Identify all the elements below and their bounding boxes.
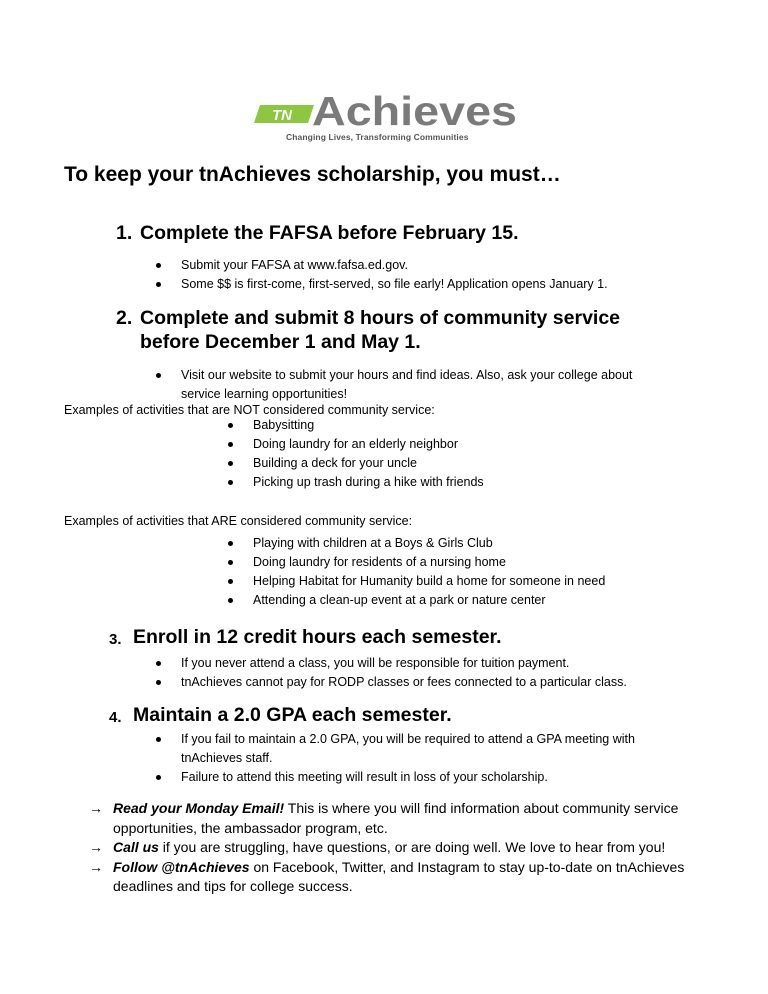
requirement-number: 3.	[109, 631, 122, 648]
logo-word: Achieves	[312, 88, 517, 133]
arrow-right-icon: →	[89, 839, 103, 855]
requirement-text: Complete the FAFSA before February 15.	[140, 222, 519, 244]
tip-text: This is where you will find information about community service opportunities, the ambassador program, etc.	[113, 800, 679, 836]
arrow-right-icon: →	[89, 858, 103, 875]
requirement-2-heading	[116, 306, 676, 354]
tip-emphasis: Call us	[113, 839, 159, 855]
list-item: Babysitting	[226, 416, 646, 435]
requirement-2-bullets	[154, 366, 654, 404]
requirement-number: 2.	[116, 307, 133, 329]
list-item: If you never attend a class, you will be responsible for tuition payment.	[154, 654, 714, 673]
not-service-intro: Examples of activities that are NOT considered community service:	[64, 403, 435, 417]
page-title: To keep your tnAchieves scholarship, you must…	[64, 163, 561, 186]
requirement-1-bullets	[154, 256, 714, 294]
is-service-list	[226, 534, 666, 610]
requirement-4-bullets	[154, 730, 654, 787]
tip-text: on Facebook, Twitter, and Instagram to stay up-to-date on tnAchieves deadlines and tips for college success.	[113, 858, 685, 894]
tip-item	[89, 799, 709, 838]
tips-list	[89, 799, 709, 897]
list-item: Failure to attend this meeting will result in loss of your scholarship.	[154, 768, 654, 787]
requirement-number: 4.	[109, 709, 122, 726]
list-item: Doing laundry for residents of a nursing home	[226, 553, 666, 572]
list-item: Building a deck for your uncle	[226, 454, 646, 473]
list-item: tnAchieves cannot pay for RODP classes or fees connected to a particular class.	[154, 673, 714, 692]
list-item: Some $$ is first-come, first-served, so file early! Application opens January 1.	[154, 275, 714, 294]
list-item: Playing with children at a Boys & Girls Club	[226, 534, 666, 553]
list-item: Picking up trash during a hike with friends	[226, 473, 646, 492]
requirement-text: Maintain a 2.0 GPA each semester.	[133, 704, 452, 726]
list-item: If you fail to maintain a 2.0 GPA, you will be required to attend a GPA meeting with tnAchieves staff.	[154, 730, 654, 768]
requirement-text: Enroll in 12 credit hours each semester.	[133, 626, 502, 648]
tip-emphasis: Read your Monday Email!	[113, 800, 285, 816]
requirement-1-heading	[116, 221, 716, 245]
logo-tn-text: TN	[272, 107, 292, 124]
tip-item	[89, 858, 709, 897]
requirement-text: Complete and submit 8 hours of community service before December 1 and May 1.	[140, 307, 621, 353]
list-item: Attending a clean-up event at a park or nature center	[226, 591, 666, 610]
logo-tagline: Changing Lives, Transforming Communities	[286, 132, 469, 142]
list-item: Helping Habitat for Humanity build a home for someone in need	[226, 572, 666, 591]
requirement-3-bullets	[154, 654, 714, 692]
list-item: Visit our website to submit your hours and find ideas. Also, ask your college about service learning opportunities!	[154, 366, 654, 404]
requirement-4-heading	[109, 703, 709, 727]
tip-text: if you are struggling, have questions, or are doing well. We love to hear from you!	[158, 839, 666, 855]
list-item: Submit your FAFSA at www.fafsa.ed.gov.	[154, 256, 714, 275]
arrow-right-icon: →	[89, 800, 103, 816]
not-service-list	[226, 416, 646, 492]
list-item: Doing laundry for an elderly neighbor	[226, 435, 646, 454]
requirement-3-heading	[109, 625, 709, 649]
tip-item	[89, 838, 709, 858]
tip-emphasis: Follow @tnAchieves	[113, 858, 250, 875]
is-service-intro: Examples of activities that ARE considered community service:	[64, 514, 413, 528]
requirement-number: 1.	[116, 222, 133, 244]
